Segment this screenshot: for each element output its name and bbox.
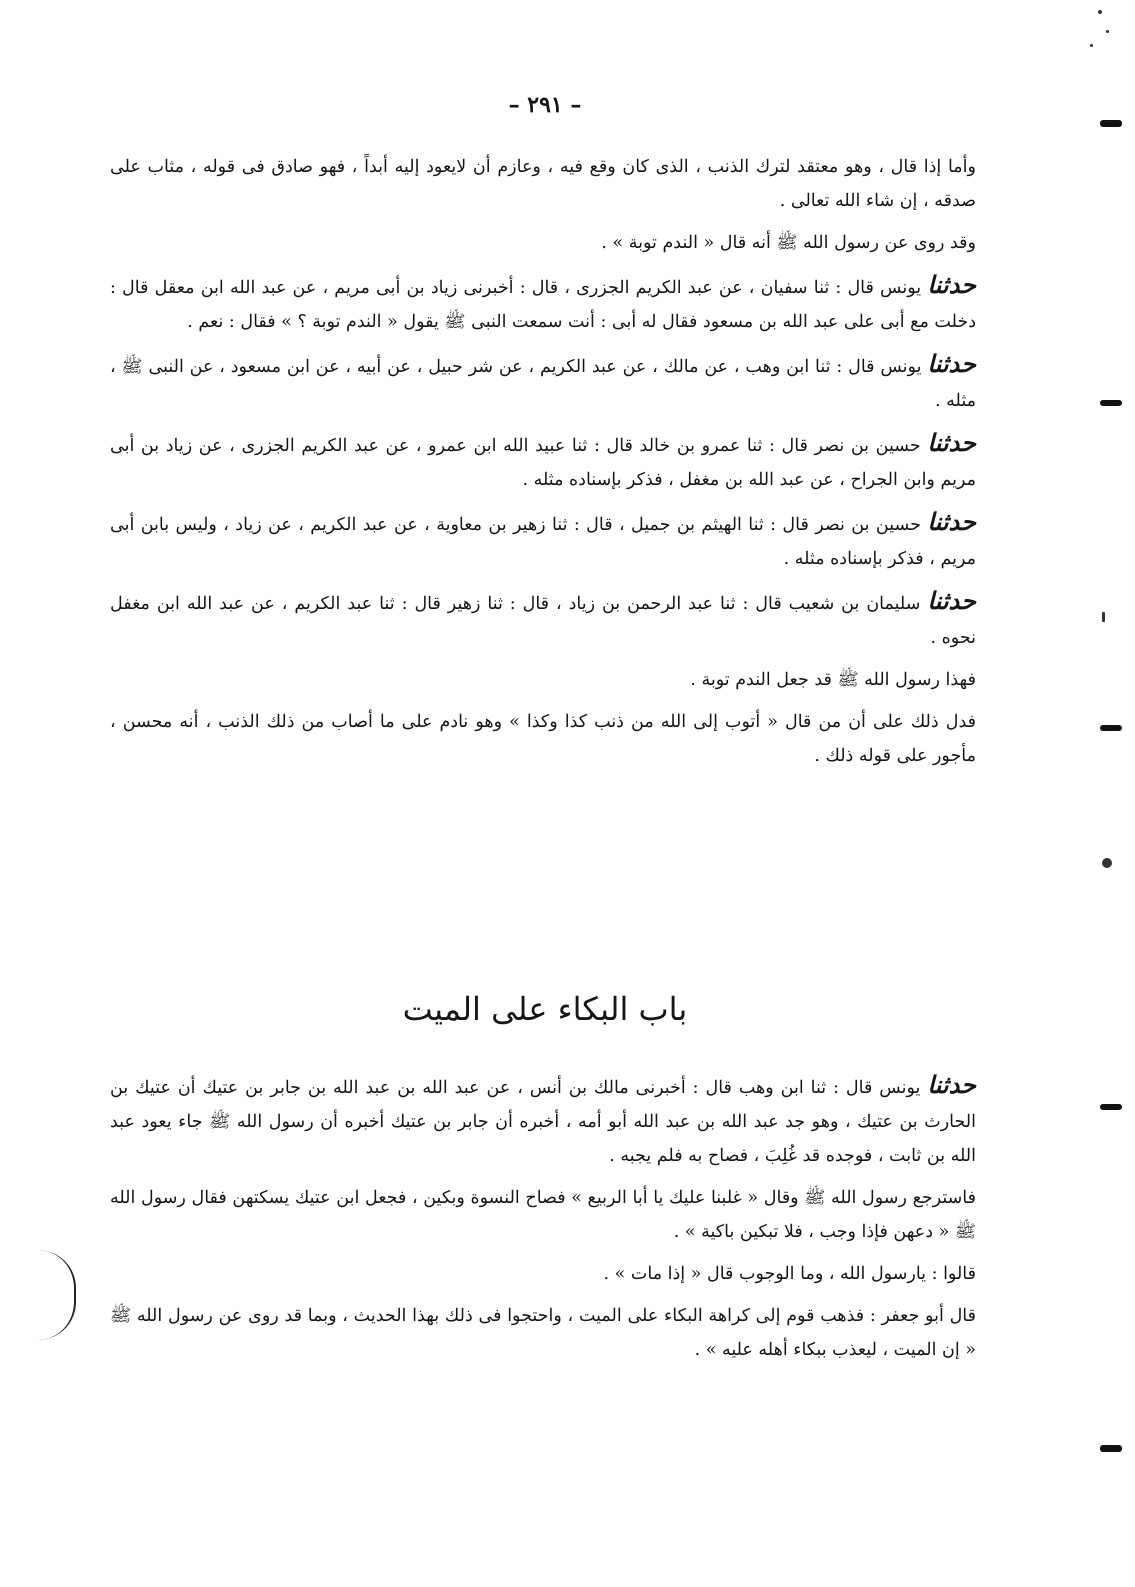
margin-mark <box>1100 725 1122 731</box>
lead-word: حدثنا <box>927 1071 976 1099</box>
paragraph <box>110 705 976 773</box>
lead-word: حدثنا <box>927 508 976 536</box>
paragraph-text: قالوا : يارسول الله ، وما الوجوب قال « إذا مات » . <box>603 1264 976 1284</box>
lead-word: حدثنا <box>927 429 976 457</box>
paragraph-text: وقد روى عن رسول الله ﷺ أنه قال « الندم توبة » . <box>601 233 976 253</box>
paragraph-text: حسين بن نصر قال : ثنا عمرو بن خالد قال : ثنا عبيد الله ابن عمرو ، عن عبد الكريم الجزرى ، عن زياد بن أبى مريم وابن الجراح ، عن عبد الله بن مغفل ، فذكر بإسناده مثله . <box>110 436 976 490</box>
paragraph-text: يونس قال : ثنا سفيان ، عن عبد الكريم الجزرى ، قال : أخبرنى زياد بن أبى مريم ، عن عبد الله ابن معقل قال : دخلت مع أبى على عبد الله بن مسعود فقال له أبى : أنت سمعت النبى ﷺ يقول « الندم توبة ؟ » فقال : نعم . <box>110 278 976 332</box>
paragraph-text: سليمان بن شعيب قال : ثنا عبد الرحمن بن زياد ، قال : ثنا زهير قال : ثنا عبد الكريم ، عن عبد الله ابن مغفل نحوه . <box>110 594 976 648</box>
paragraph-text: فهذا رسول الله ﷺ قد جعل الندم توبة . <box>690 670 976 690</box>
paragraph <box>110 1257 976 1291</box>
margin-mark <box>1100 120 1122 127</box>
paragraph <box>110 1181 976 1249</box>
speck <box>1102 612 1105 622</box>
lead-word: حدثنا <box>927 271 976 299</box>
speck <box>1106 30 1109 33</box>
paragraph-text: حسين بن نصر قال : ثنا الهيثم بن جميل ، قال : ثنا زهير بن معاوية ، عن عبد الكريم ، عن زياد ، وليس بابن أبى مريم ، فذكر بإسناده مثله . <box>110 515 976 569</box>
speck <box>1098 10 1102 14</box>
hadith-paragraph <box>110 268 976 339</box>
margin-bracket <box>38 1250 76 1340</box>
paragraph-text: فدل ذلك على أن من قال « أتوب إلى الله من ذنب كذا وكذا » وهو نادم على ما أصاب من ذلك الذنب ، أنه محسن ، مأجور على قوله ذلك . <box>110 712 976 766</box>
lead-word: حدثنا <box>927 587 976 615</box>
paragraph-text: فاسترجع رسول الله ﷺ وقال « غلبنا عليك يا أبا الربيع » فصاح النسوة وبكين ، فجعل ابن عتيك يسكتهن فقال رسول الله ﷺ « دعهن فإذا وجب ، فلا تبكين باكية » . <box>110 1188 976 1242</box>
hadith-paragraph <box>110 584 976 655</box>
section-title: باب البكاء على الميت <box>402 990 688 1028</box>
paragraph-text: وأما إذا قال ، وهو معتقد لترك الذنب ، الذى كان وقع فيه ، وعازم أن لايعود إليه أبداً ، فهو صادق فى قوله ، مثاب على صدقه ، إن شاء الله تعالى . <box>110 157 976 211</box>
page-number: – ٢٩١ – <box>508 92 582 118</box>
margin-mark <box>1100 1104 1122 1110</box>
hadith-paragraph <box>110 426 976 497</box>
lead-word: حدثنا <box>927 350 976 378</box>
speck <box>1102 858 1112 868</box>
margin-mark <box>1100 1445 1122 1452</box>
paragraph-text: قال أبو جعفر : فذهب قوم إلى كراهة البكاء على الميت ، واحتجوا فى ذلك بهذا الحديث ، وبما قد روى عن رسول الله ﷺ « إن الميت ، ليعذب ببكاء أهله عليه » . <box>110 1306 976 1360</box>
hadith-paragraph <box>110 1068 976 1173</box>
lower-text <box>110 1068 976 1375</box>
paragraph <box>110 226 976 260</box>
paragraph <box>110 150 976 218</box>
upper-text <box>110 150 976 781</box>
paragraph-text: يونس قال : ثنا ابن وهب قال : أخبرنى مالك بن أنس ، عن عبد الله بن عبد الله بن جابر بن عتيك أن عتيك بن الحارث بن عتيك ، وهو جد عبد الله بن عبد الله أبو أمه ، أخبره أن جابر بن عتيك أخبره أن رسول الله ﷺ جاء يعود عبد الله بن ثابت ، فوجده قد غُلِبَ ، فصاح به فلم يجبه . <box>110 1078 976 1166</box>
hadith-paragraph <box>110 505 976 576</box>
hadith-paragraph <box>110 347 976 418</box>
paragraph-text: يونس قال : ثنا ابن وهب ، عن مالك ، عن عبد الكريم ، عن شر حبيل ، عن أبيه ، عن ابن مسعود ، عن النبى ﷺ ، مثله . <box>110 357 976 411</box>
paragraph <box>110 1299 976 1367</box>
paragraph <box>110 663 976 697</box>
speck <box>1090 44 1093 47</box>
margin-mark <box>1100 400 1122 406</box>
